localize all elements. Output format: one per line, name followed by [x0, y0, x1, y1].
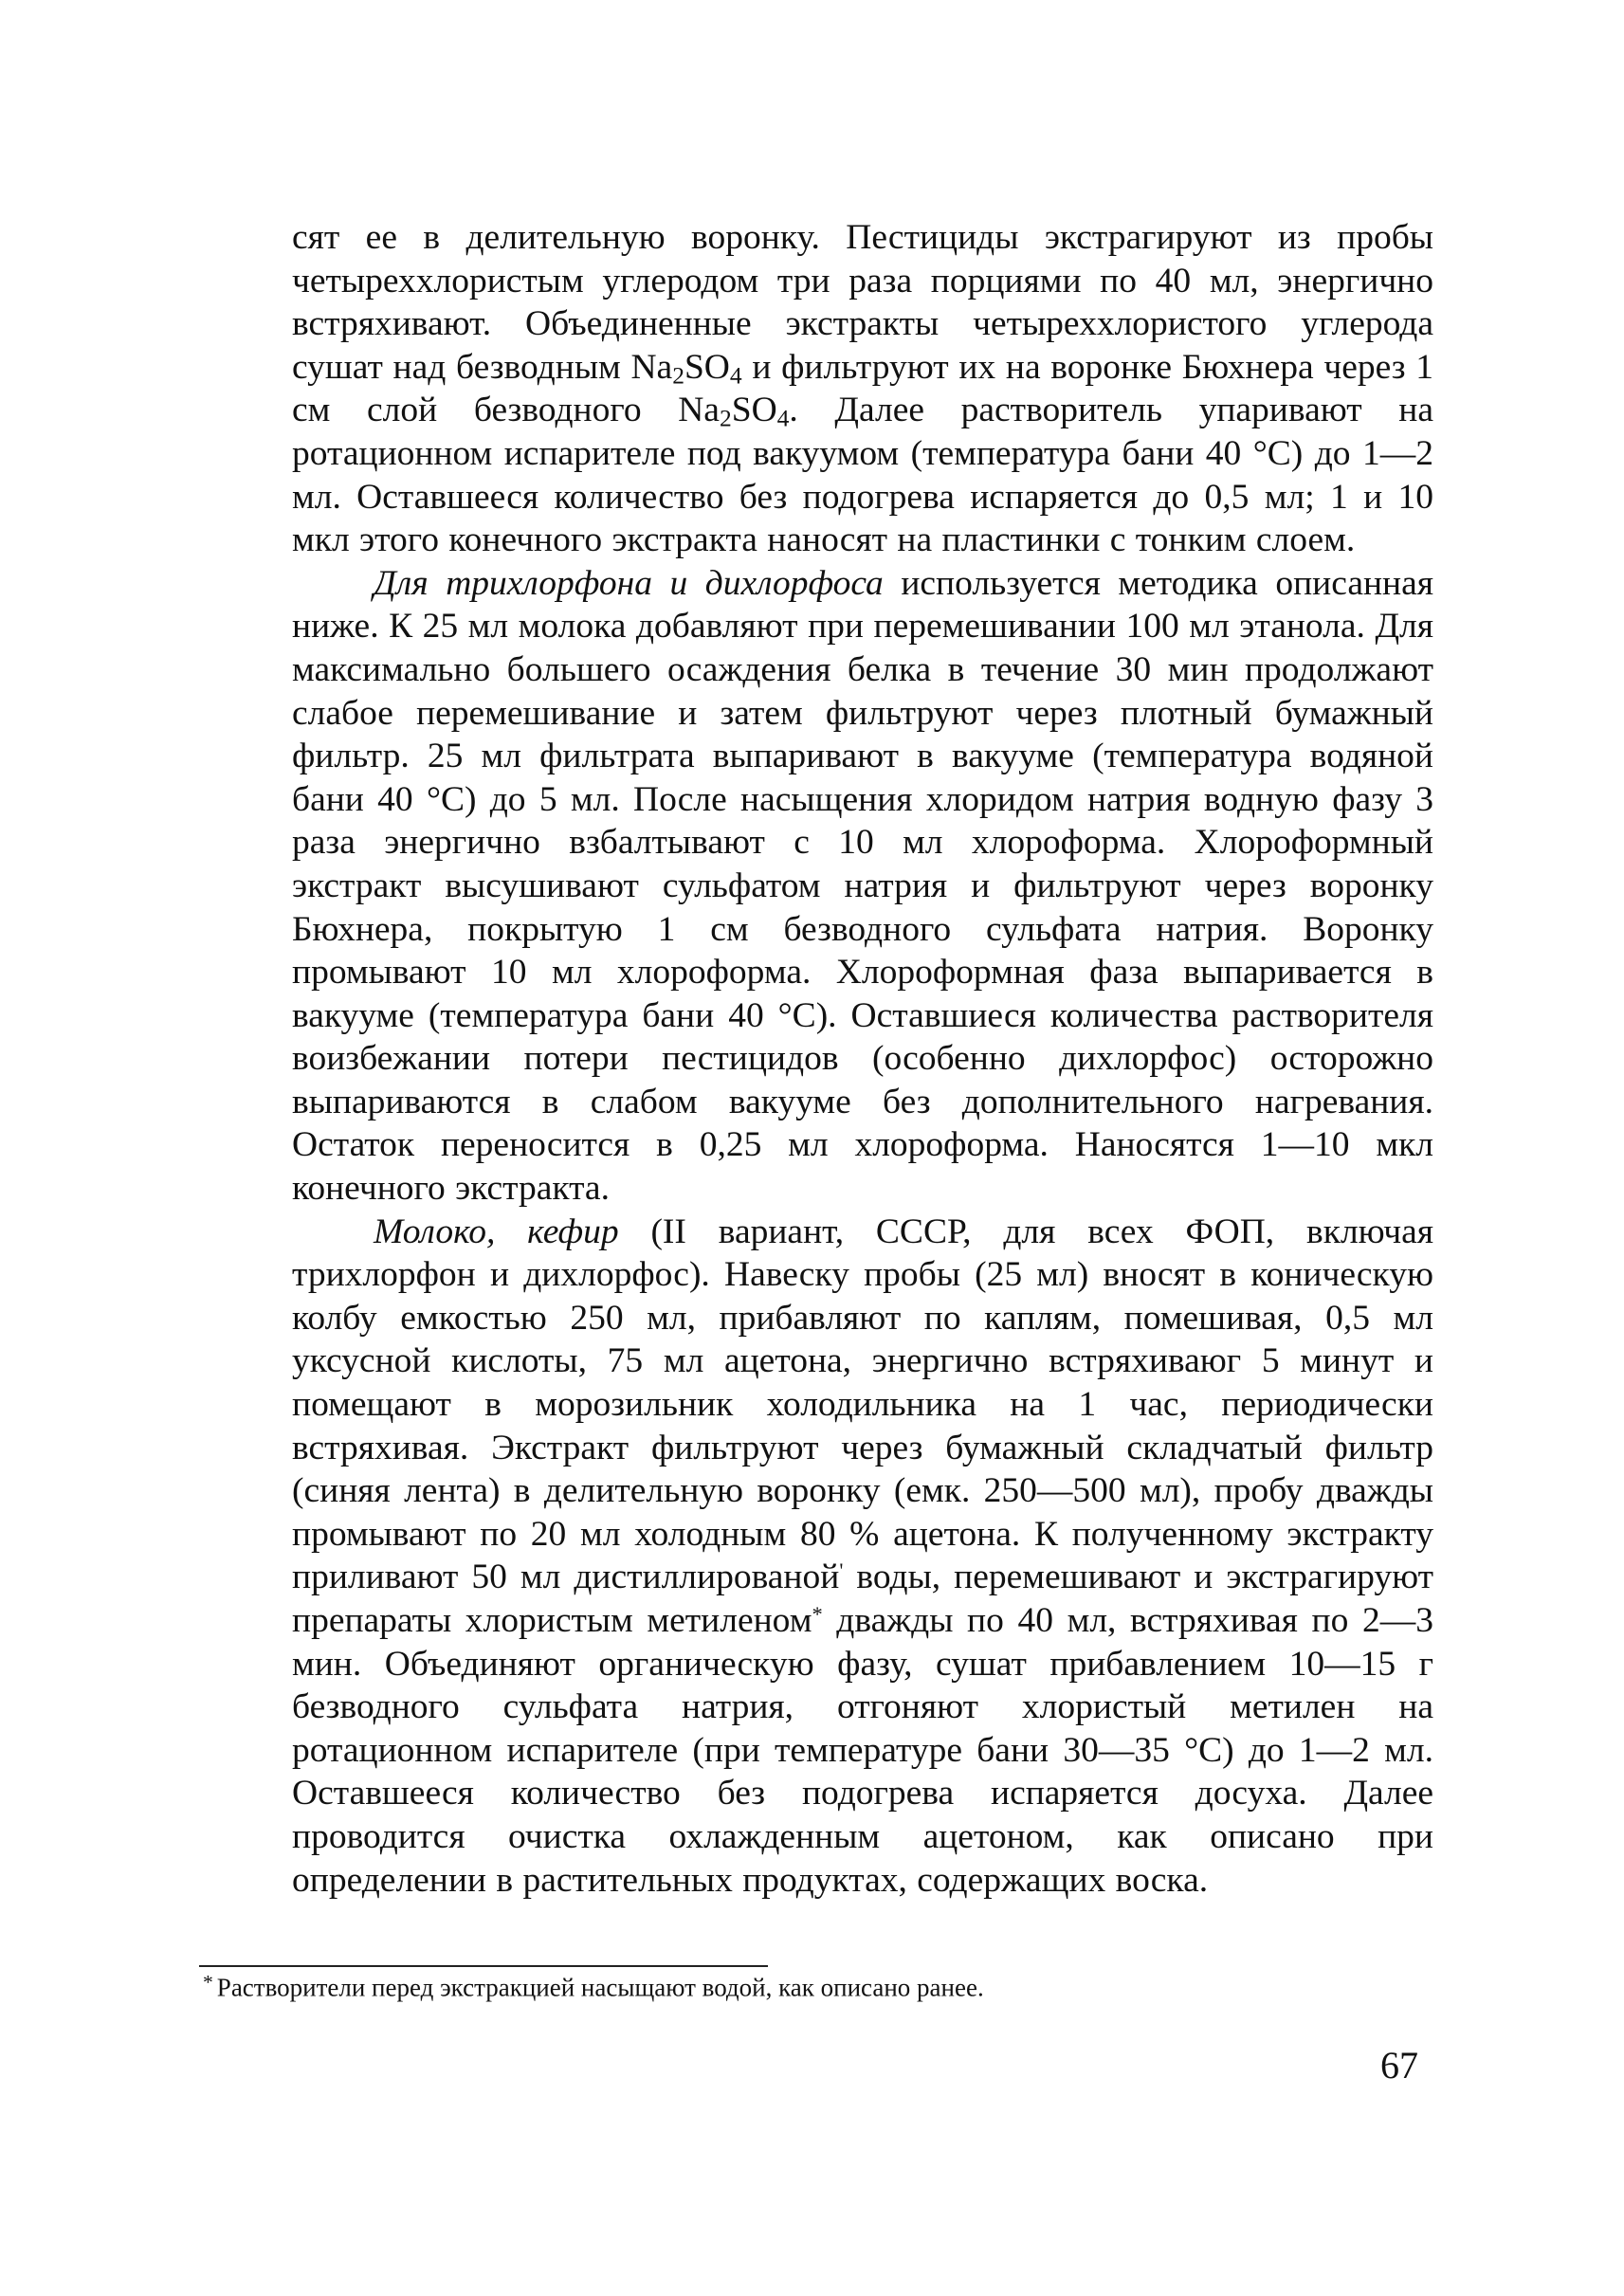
paragraph-lead-italic: Молоко, кефир: [374, 1212, 619, 1251]
paragraph-2: Для трихлорфона и дихлорфоса используется методика описанная ниже. К 25 мл молока добавляют при перемешивании 100 мл этанола. Для максимально большего осаждения белка в течение 30 мин продолжают слабое перемешивание и затем фильтруют через плотный бумажный фильтр. 25 мл фильтрата выпаривают в вакууме (температура водяной бани 40 °C) до 5 мл. После насыщения хлоридом натрия водную фазу 3 раза энергично взбалтывают с 10 мл хлороформа. Хлороформный экстракт высушивают сульфатом натрия и фильтруют через воронку Бюхнера, покрытую 1 см безводного сульфата натрия. Воронку промывают 10 мл хлороформа. Хлороформная фаза выпаривается в вакууме (температура бани 40 °C). Оставшиеся количества растворителя воизбежании потери пестицидов (особенно дихлорфос) осторожно выпариваются в слабом вакууме без дополнительного нагревания. Остаток переносится в 0,25 мл хлороформа. Наносятся 1—10 мкл конечного экстракта.: [292, 563, 1434, 1209]
footnote-text: Растворители перед экстракцией насыщают водой, как описано ранее.: [216, 1973, 984, 2002]
main-text: [292, 216, 1433, 1902]
footnote-reference: *: [812, 1601, 823, 1626]
paragraph-3: Молоко, кефир (II вариант, СССР, для всех ФОП, включая трихлорфон и дихлорфос). Навеску пробы (25 мл) вносят в коническую колбу емкостью 250 мл, прибавляют по каплям, помешивая, 0,5 мл уксусной кислоты, 75 мл ацетона, энергично встряхиваюг 5 минут и помещают в морозильник холодильника на 1 час, периодически встряхивая. Экстракт фильтруют через бумажный складчатый фильтр (синяя лента) в делительную воронку (емк. 250—500 мл), пробу дважды промывают по 20 мл холодным 80 % ацетона. К полученному экстракту приливают 50 мл дистиллированой' воды, перемешивают и экстрагируют препараты хлористым метиленом* дважды по 40 мл, встряхивая по 2—3 мин. Объединяют органическую фазу, сушат прибавлением 10—15 г безводного сульфата натрия, отгоняют хлористый метилен на ротационном испарителе (при температуре бани 30—35 °C) до 1—2 мл. Оставшееся количество без подогрева испаряется досуха. Далее проводится очистка охлажденным ацетоном, как описано при определении в растительных продуктах, содержащих воска.: [292, 1212, 1433, 1900]
footnote-mark: *: [203, 1971, 213, 1994]
page-number: 67: [1380, 2044, 1418, 2086]
paragraph-lead-italic: Для трихлорфона и дихлорфоса: [374, 563, 884, 603]
footnote: [203, 1966, 1246, 2004]
paragraph-1: сят ее в делительную воронку. Пестициды экстрагируют из пробы четыреххлористым углеродом три раза порциями по 40 мл, энергично встряхивают. Объединенные экстракты четыреххлористого углерода сушат над безводным $Na_2SO_4$ и фильтруют их на воронке Бюхнера через 1 см слой безводного $Na_2SO_4$. Далее растворитель упаривают на ротационном испарителе под вакуумом (температура бани 40 °C) до 1—2 мл. Оставшееся количество без подогрева испаряется до 0,5 мл; 1 и 10 мкл этого конечного экстракта наносят на пластинки с тонким слоем.: [292, 218, 1434, 560]
